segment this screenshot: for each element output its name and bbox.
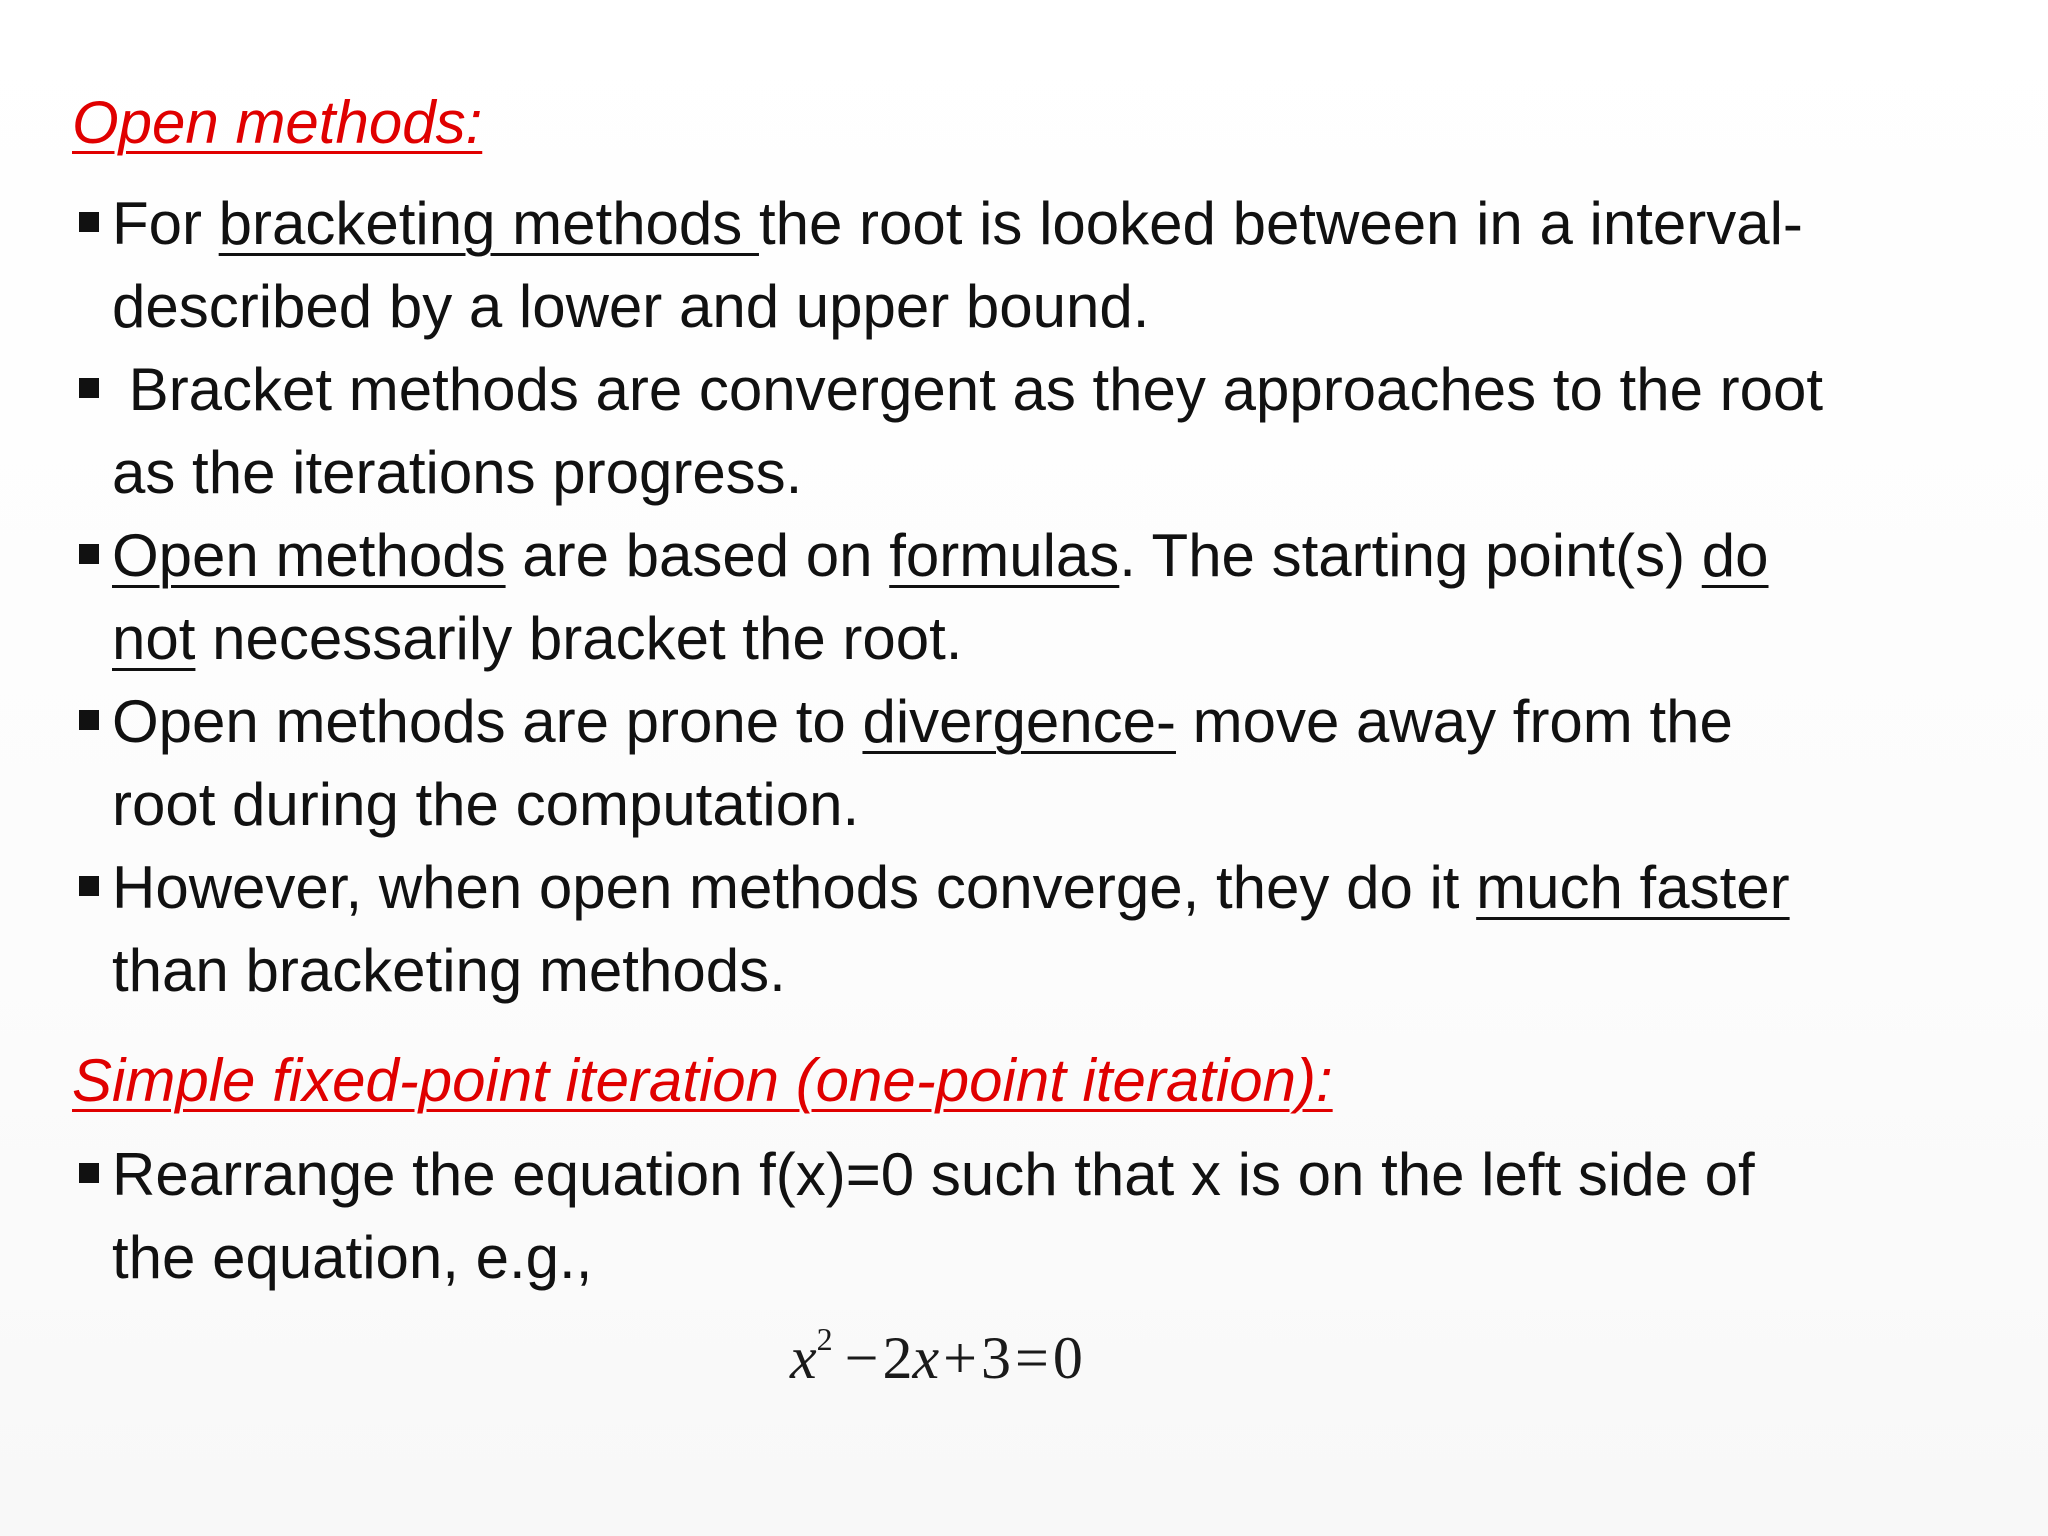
section-heading-fixed-point-iteration: Simple fixed-point iteration (one-point iteration): bbox=[72, 1047, 1333, 1114]
bullet-item bbox=[72, 1133, 1972, 1299]
square-bullet-icon bbox=[79, 876, 99, 896]
underlined-text: not bbox=[112, 605, 196, 672]
underlined-text: divergence- bbox=[862, 688, 1176, 755]
equation-variable-2: x bbox=[912, 1325, 940, 1391]
bullet-text: than bracketing methods. bbox=[112, 937, 786, 1004]
bullet-text: described by a lower and upper bound. bbox=[112, 273, 1150, 340]
equation-constant: 3 bbox=[980, 1325, 1011, 1391]
bullet-line bbox=[112, 846, 1972, 929]
square-bullet-icon bbox=[79, 544, 99, 564]
equation-minus: − bbox=[844, 1325, 879, 1391]
bullet-item bbox=[72, 348, 1972, 514]
bullet-line bbox=[112, 597, 1972, 680]
equation-variable: x bbox=[790, 1325, 817, 1391]
bullet-line bbox=[112, 1133, 1972, 1216]
bullet-text: the root is looked between in a interval- bbox=[758, 190, 1803, 257]
example-equation bbox=[790, 1321, 1083, 1393]
bullet-item bbox=[72, 846, 1972, 1012]
bullet-line bbox=[112, 680, 1972, 763]
bullet-text: Bracket methods are convergent as they approaches to the root bbox=[112, 356, 1823, 423]
underlined-text: do bbox=[1701, 522, 1769, 589]
bullet-line bbox=[112, 182, 1972, 265]
equation-exponent: 2 bbox=[816, 1321, 833, 1357]
square-bullet-icon bbox=[79, 1163, 99, 1183]
bullet-line bbox=[112, 929, 1972, 1012]
bullet-list-fixed-point-iteration bbox=[72, 1133, 1972, 1299]
equation-plus: + bbox=[943, 1325, 977, 1391]
bullet-text: the equation, e.g., bbox=[112, 1224, 593, 1291]
underlined-text: Open methods bbox=[112, 522, 506, 589]
bullet-text: However, when open methods converge, they do it bbox=[112, 854, 1477, 921]
bullet-line bbox=[112, 1216, 1972, 1299]
bullet-text: necessarily bracket the root. bbox=[195, 605, 963, 672]
bullet-item bbox=[72, 182, 1972, 348]
square-bullet-icon bbox=[79, 212, 99, 232]
bullet-list-open-methods bbox=[72, 182, 1972, 1012]
underlined-text: formulas bbox=[889, 522, 1120, 589]
section-heading-open-methods: Open methods: bbox=[72, 89, 483, 156]
bullet-text: move away from the bbox=[1175, 688, 1733, 755]
bullet-line bbox=[112, 431, 1972, 514]
bullet-item bbox=[72, 680, 1972, 846]
underlined-text: much faster bbox=[1476, 854, 1790, 921]
bullet-text: root during the computation. bbox=[112, 771, 860, 838]
bullet-text: are based on bbox=[505, 522, 890, 589]
bullet-text: Rearrange the equation f(x)=0 such that x is on the left side of bbox=[112, 1141, 1755, 1208]
square-bullet-icon bbox=[79, 710, 99, 730]
bullet-line bbox=[112, 763, 1972, 846]
equation-coefficient: 2 bbox=[882, 1325, 913, 1391]
bullet-item bbox=[72, 514, 1972, 680]
underlined-text: bracketing methods bbox=[218, 190, 759, 257]
bullet-text: For bbox=[112, 190, 219, 257]
bullet-text: as the iterations progress. bbox=[112, 439, 803, 506]
bullet-text: Open methods are prone to bbox=[112, 688, 863, 755]
equation-equals: = bbox=[1014, 1325, 1049, 1391]
bullet-line bbox=[112, 514, 1972, 597]
equation-rhs: 0 bbox=[1052, 1325, 1083, 1391]
bullet-text: . The starting point(s) bbox=[1119, 522, 1702, 589]
square-bullet-icon bbox=[79, 378, 99, 398]
bullet-line bbox=[112, 348, 1972, 431]
bullet-line bbox=[112, 265, 1972, 348]
